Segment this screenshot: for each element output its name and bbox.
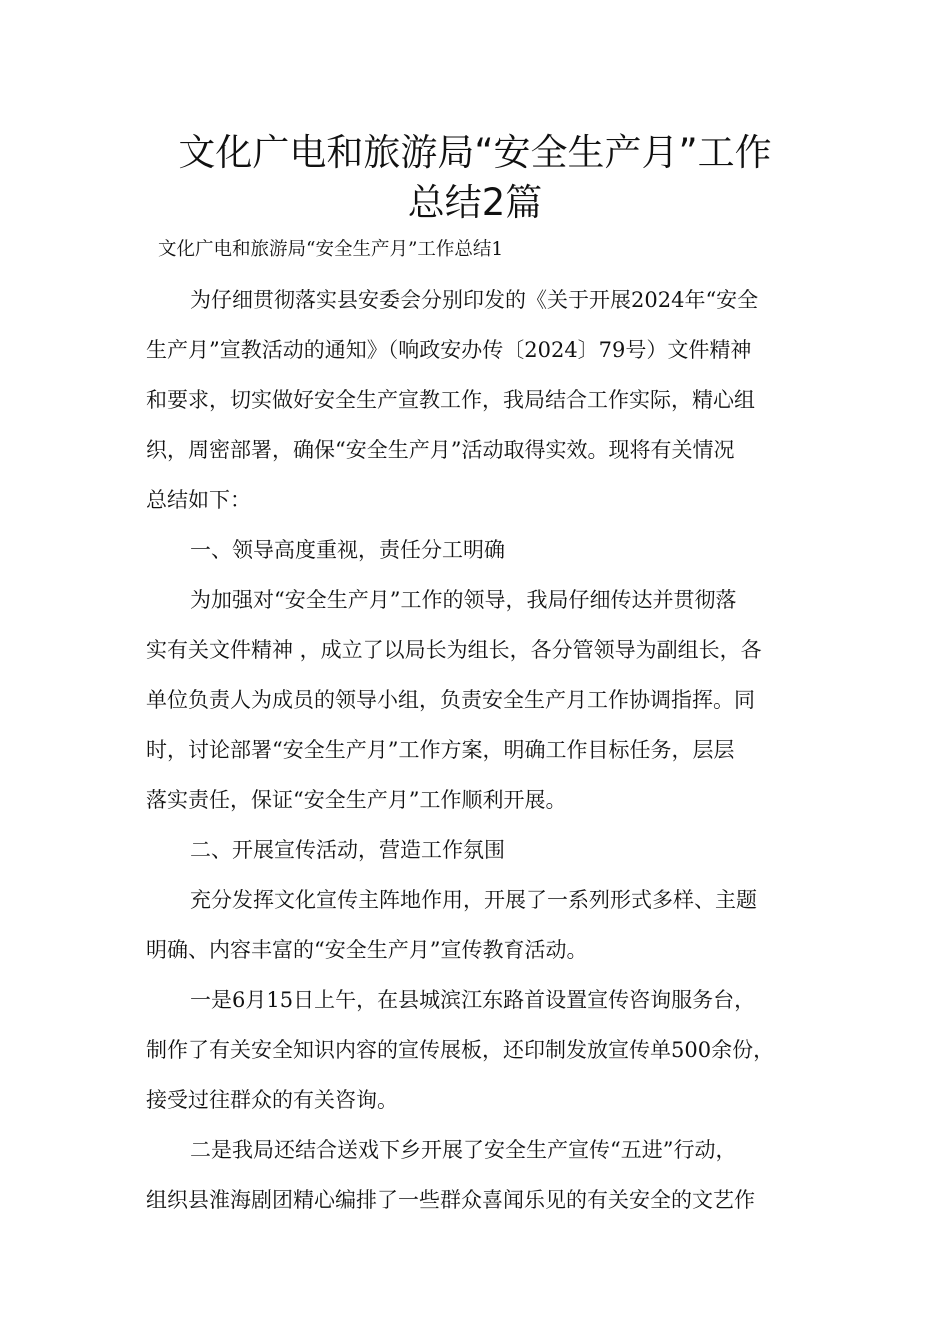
body-line-7: 为加强对“安全生产月”工作的领导，我局仔细传达并贯彻落 [190, 588, 737, 612]
section-heading-1: 一、领导高度重视，责任分工明确 [190, 538, 505, 562]
body-line-10: 时，讨论部署“安全生产月”工作方案，明确工作目标任务，层层 [146, 738, 735, 762]
body-line-14: 明确、内容丰富的“安全生产月”宣传教育活动。 [146, 938, 588, 962]
body-line-16: 制作了有关安全知识内容的宣传展板，还印制发放宣传单500余份， [146, 1038, 775, 1062]
section-subtitle: 文化广电和旅游局“安全生产月”工作总结1 [158, 239, 504, 260]
document-title-line-2: 总结2篇 [407, 181, 543, 224]
section-heading-2: 二、开展宣传活动，营造工作氛围 [190, 838, 505, 862]
body-line-2: 生产月”宣教活动的通知》（响政安办传〔2024〕79号）文件精神 [146, 338, 752, 362]
body-line-4: 织，周密部署，确保“安全生产月”活动取得实效。现将有关情况 [146, 438, 735, 462]
body-line-8: 实有关文件精神 ，成立了以局长为组长，各分管领导为副组长，各 [146, 638, 762, 662]
body-line-19: 组织县淮海剧团精心编排了一些群众喜闻乐见的有关安全的文艺作 [146, 1188, 755, 1212]
body-line-13: 充分发挥文化宣传主阵地作用，开展了一系列形式多样、主题 [190, 888, 757, 912]
body-line-18: 二是我局还结合送戏下乡开展了安全生产宣传“五进”行动， [190, 1138, 737, 1162]
document-title-line-1: 文化广电和旅游局“安全生产月”工作 [178, 131, 772, 174]
body-line-17: 接受过往群众的有关咨询。 [146, 1088, 398, 1112]
body-line-9: 单位负责人为成员的领导小组，负责安全生产月工作协调指挥。同 [146, 688, 755, 712]
body-line-11: 落实责任，保证“安全生产月”工作顺利开展。 [146, 788, 567, 812]
body-line-3: 和要求，切实做好安全生产宣教工作，我局结合工作实际，精心组 [146, 388, 755, 412]
body-line-15: 一是6月15日上午，在县城滨江东路首设置宣传咨询服务台， [190, 988, 756, 1012]
body-line-5: 总结如下： [146, 488, 251, 512]
body-line-1: 为仔细贯彻落实县安委会分别印发的《关于开展2024年“安全 [190, 288, 759, 312]
